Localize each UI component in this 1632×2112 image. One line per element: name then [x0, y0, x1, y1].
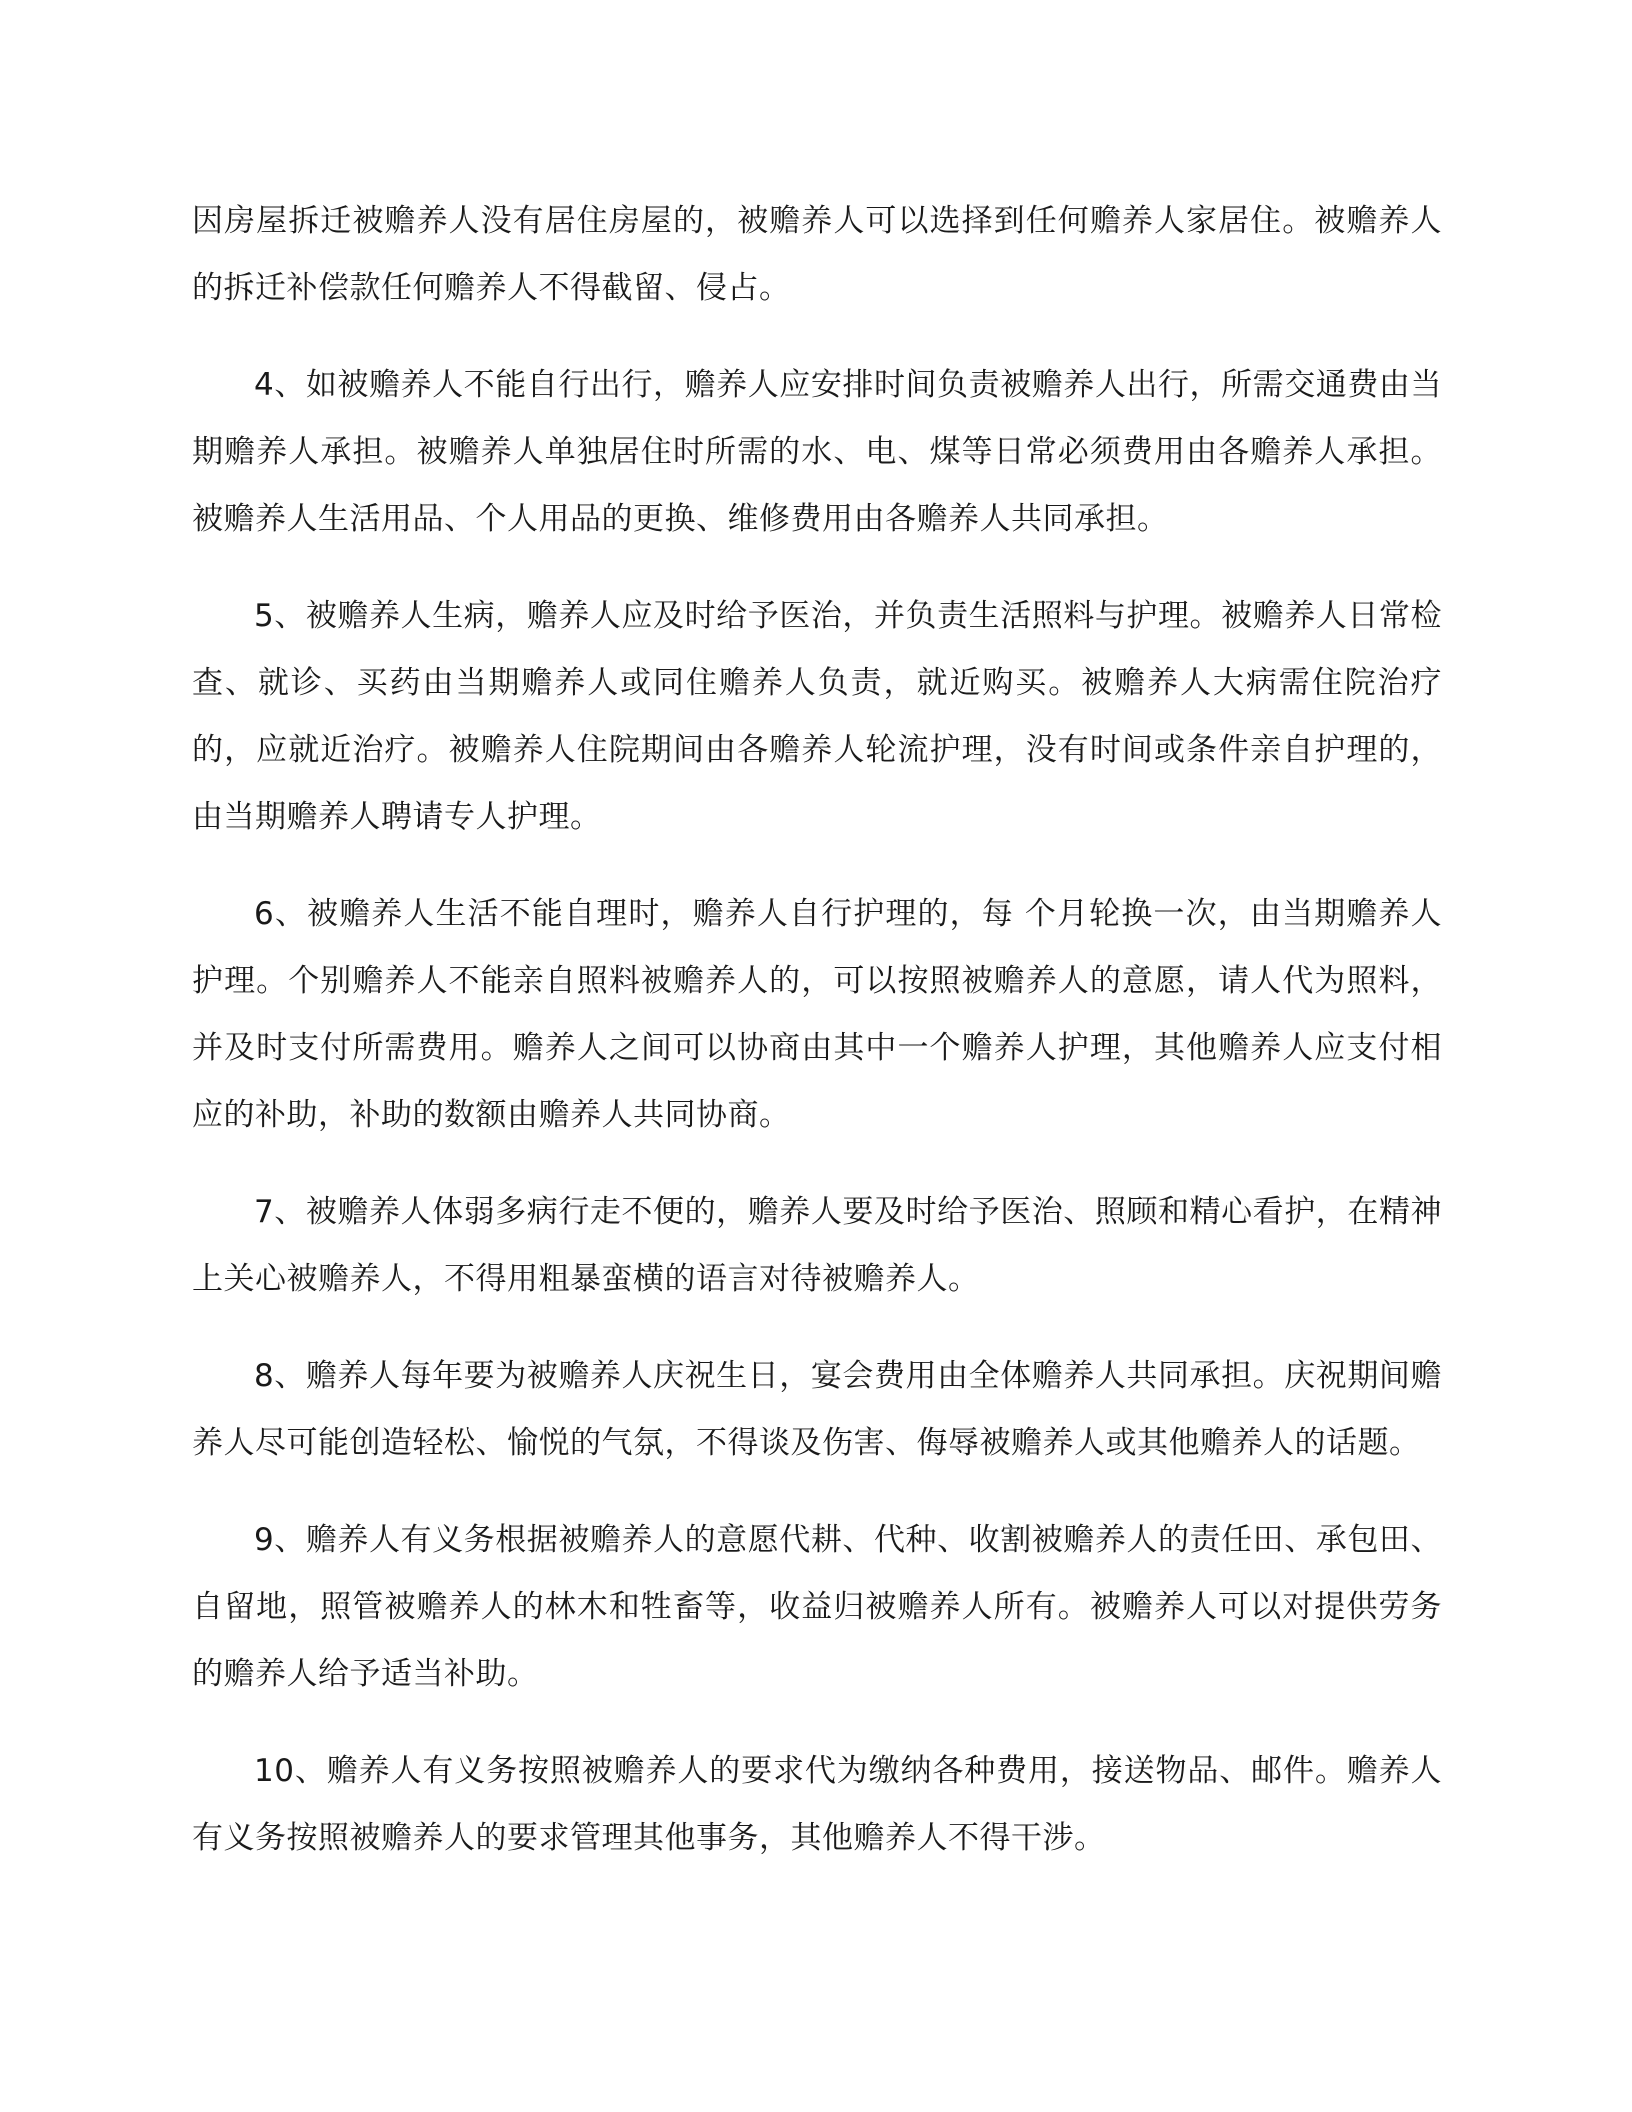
paragraph-clause-6: 6、被赡养人生活不能自理时，赡养人自行护理的，每 个月轮换一次，由当期赡养人护理。个别赡养人不能亲自照料被赡养人的，可以按照被赡养人的意愿，请人代为照料，并及时支付所需费用。赡养人之间可以协商由其中一个赡养人护理，其他赡养人应支付相应的补助，补助的数额由赡养人共同协商。	[192, 896, 1442, 1133]
document-body	[192, 188, 1442, 1902]
paragraph-clause-7: 7、被赡养人体弱多病行走不便的，赡养人要及时给予医治、照顾和精心看护，在精神上关心被赡养人，不得用粗暴蛮横的语言对待被赡养人。	[192, 1194, 1442, 1297]
paragraph-clause-4: 4、如被赡养人不能自行出行，赡养人应安排时间负责被赡养人出行，所需交通费由当期赡养人承担。被赡养人单独居住时所需的水、电、煤等日常必须费用由各赡养人承担。被赡养人生活用品、个人用品的更换、维修费用由各赡养人共同承担。	[192, 367, 1442, 537]
paragraph-continuation: 因房屋拆迁被赡养人没有居住房屋的，被赡养人可以选择到任何赡养人家居住。被赡养人的拆迁补偿款任何赡养人不得截留、侵占。	[192, 203, 1442, 306]
paragraph-clause-9: 9、赡养人有义务根据被赡养人的意愿代耕、代种、收割被赡养人的责任田、承包田、自留地，照管被赡养人的林木和牲畜等，收益归被赡养人所有。被赡养人可以对提供劳务的赡养人给予适当补助。	[192, 1522, 1442, 1692]
paragraph-clause-8: 8、赡养人每年要为被赡养人庆祝生日，宴会费用由全体赡养人共同承担。庆祝期间赡养人尽可能创造轻松、愉悦的气氛，不得谈及伤害、侮辱被赡养人或其他赡养人的话题。	[192, 1358, 1442, 1461]
paragraph-clause-5: 5、被赡养人生病，赡养人应及时给予医治，并负责生活照料与护理。被赡养人日常检查、就诊、买药由当期赡养人或同住赡养人负责，就近购买。被赡养人大病需住院治疗的，应就近治疗。被赡养人住院期间由各赡养人轮流护理，没有时间或条件亲自护理的，由当期赡养人聘请专人护理。	[192, 598, 1442, 835]
paragraph-clause-10: 10、赡养人有义务按照被赡养人的要求代为缴纳各种费用，接送物品、邮件。赡养人有义务按照被赡养人的要求管理其他事务，其他赡养人不得干涉。	[192, 1753, 1442, 1856]
